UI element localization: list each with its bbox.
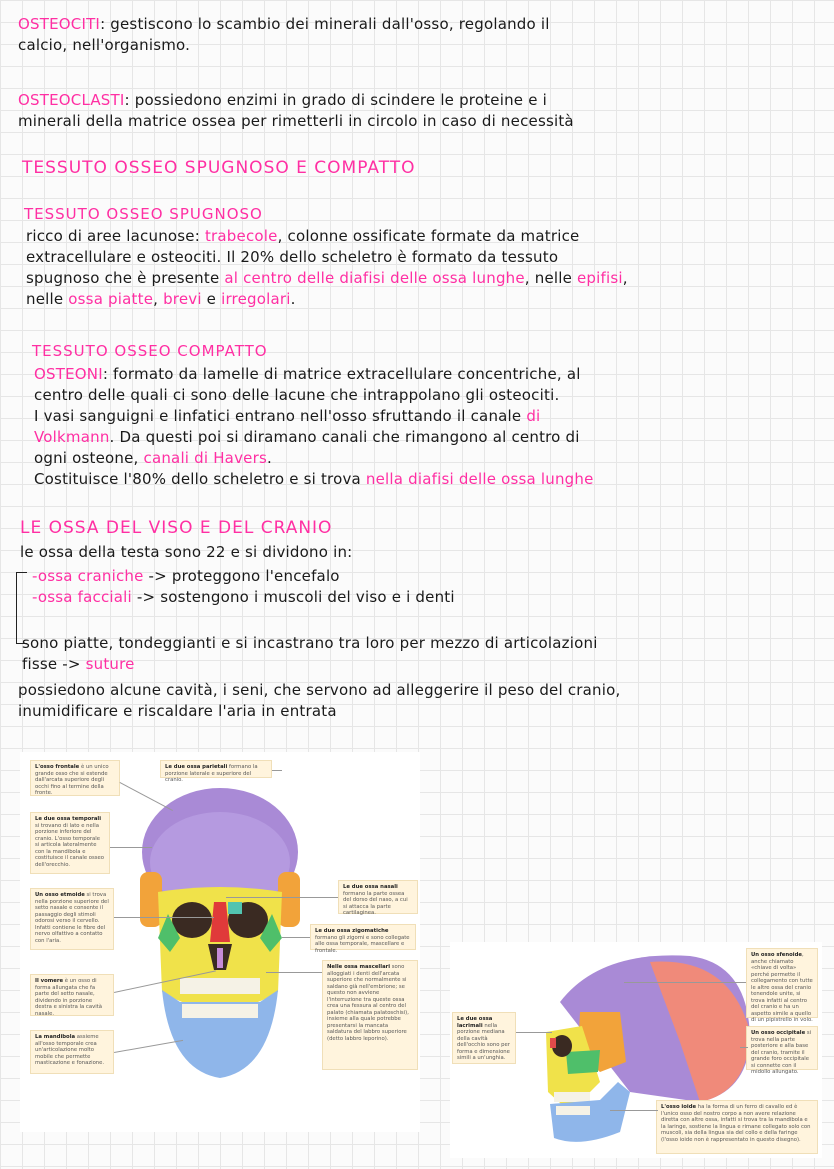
leader-line — [226, 897, 338, 898]
compatto-highlight: nella diafisi delle ossa lunghe — [365, 470, 594, 488]
leader-line — [610, 1110, 658, 1111]
spugnoso-text: e — [201, 290, 222, 308]
leader-line — [624, 982, 746, 983]
spugnoso-text: spugnoso che è presente — [26, 269, 225, 287]
label-mandibola: La mandibola assieme all'osso temporale crea un'articolazione molto mobile che permette masticazione e fonazione. — [30, 1030, 114, 1074]
label-temporali: Le due ossa temporali si trovano di lato e nella porzione inferiore del cranio. L'osso temporale si articola lateralmente con la mandibola e costituisce il canale osseo dell'orecchio. — [30, 812, 110, 874]
seni-text: inumidificare e riscaldare l'aria in entrata — [18, 702, 337, 720]
spugnoso-text: , — [153, 290, 164, 308]
label-nasali: Le due ossa nasali formano la parte ossea del dorso del naso, a cui si attacca la parte cartilaginea. — [338, 880, 418, 914]
compatto-text: I vasi sanguigni e linfatici entrano nell'osso sfruttando il canale — [34, 407, 527, 425]
label-mascellari: Nelle ossa mascellari sono alloggiati i denti dell'arcata superiore che normalmente si saldano già nell'embrione; se questo non avviene l'interruzione tra queste ossa crea una fessura al centro del palato (chiamata palatoschisi), insieme alla quale potrebbe presentarsi la mancata saldatura del labbro superiore (detto labbro leporino). — [322, 960, 418, 1070]
osteoclasti-text-2: minerali della matrice ossea per rimetterli in circolo in caso di necessità — [18, 112, 574, 130]
compatto-text: . Da questi poi si diramano canali che rimangono al centro di — [109, 428, 580, 446]
leader-line — [516, 1032, 552, 1033]
osteoni-term: OSTEONI — [34, 365, 103, 383]
ossa-facciali-text: -> sostengono i muscoli del viso e i denti — [131, 588, 455, 606]
compatto-highlight: di — [526, 407, 541, 425]
osteociti-text-1: : gestiscono lo scambio dei minerali dall'osso, regolando il — [100, 15, 550, 33]
osteociti-text-2: calcio, nell'organismo. — [18, 36, 191, 54]
label-sfenoide: Un osso sfenoide, anche chiamato «chiave di volta» perché permette il collegamento con tutte le altre ossa del cranio tenendole unite, si trova infatti al centro del cranio e ha un aspetto simile a quello di un pipistrello in volo. — [746, 948, 818, 1018]
label-zigomatiche: Le due ossa zigomatiche formano gli zigomi e sono collegate alle ossa temporale, mascellare e frontale. — [310, 924, 416, 950]
spugnoso-highlight: trabecole — [204, 227, 278, 245]
suture-highlight: suture — [85, 655, 135, 673]
osteociti-term: OSTEOCITI — [18, 15, 101, 33]
label-parietali: Le due ossa parietali formano la porzione laterale e superiore del cranio. — [160, 760, 272, 778]
spugnoso-highlight: epifisi — [577, 269, 623, 287]
spugnoso-paragraph — [26, 226, 826, 310]
osteoclasti-term: OSTEOCLASTI — [18, 91, 125, 109]
label-ioide: L'osso ioide ha la forma di un ferro di cavallo ed è l'unico osso del nostro corpo a non avere relazione diretta con altre ossa, infatti si trova tra la mandibola e la laringe, sostiene la lingua e rimane collegato solo con muscoli, sia della lingua sia del collo e della faringe (l'osso ioide non è rappresentato in questo disegno). — [656, 1100, 818, 1154]
spugnoso-text: ricco di aree lacunose: — [26, 227, 205, 245]
ossa-text: sono piatte, tondeggianti e si incastrano tra loro per mezzo di articolazioni — [22, 634, 598, 652]
spugnoso-highlight: ossa piatte — [68, 290, 154, 308]
spugnoso-highlight: irregolari — [221, 290, 291, 308]
osteoclasti-text-1: : possiedono enzimi in grado di scindere le proteine e i — [124, 91, 547, 109]
leader-line — [110, 847, 152, 848]
compatto-highlight: canali di Havers — [143, 449, 267, 467]
ossa-facciali-label: -ossa facciali — [32, 588, 132, 606]
spugnoso-text: , colonne ossificate formate da matrice — [277, 227, 580, 245]
spugnoso-text: extracellulare e osteociti. Il 20% dello scheletro è formato da tessuto — [26, 248, 559, 266]
spugnoso-text: , nelle — [524, 269, 577, 287]
leader-line — [114, 917, 214, 918]
label-etmoide: Un osso etmoide si trova nella porzione superiore del setto nasale e consente il passaggio degli stimoli odorosi verso il cervello. Infatti contiene le fibre del nervo olfattivo a contatto con l'aria. — [30, 888, 114, 950]
spugnoso-title: TESSUTO OSSEO SPUGNOSO — [24, 205, 263, 223]
osteoclasti-paragraph — [18, 90, 818, 132]
spugnoso-text: nelle — [26, 290, 69, 308]
label-lacrimali: Le due ossa lacrimali nella porzione mediana della cavità dell'occhio sono per forma e dimensione simili a un'unghia. — [452, 1012, 516, 1064]
leader-line — [740, 1047, 748, 1048]
section-title-ossa-viso-cranio: LE OSSA DEL VISO E DEL CRANIO — [20, 518, 333, 538]
side-skull-figure — [450, 942, 822, 1158]
ossa-paragraph — [22, 633, 822, 675]
seni-text: possiedono alcune cavità, i seni, che servono ad alleggerire il peso del cranio, — [18, 681, 621, 699]
compatto-text: centro delle quali ci sono delle lacune che intrappolano gli osteociti. — [34, 386, 560, 404]
compatto-text: ogni osteone, — [34, 449, 144, 467]
label-vomere: Il vomere è un osso di forma allungata che fa parte del setto nasale, dividendo in porzione destra e sinistra la cavità nasale. — [30, 974, 114, 1016]
compatto-title: TESSUTO OSSEO COMPATTO — [32, 342, 268, 360]
spugnoso-text: , — [622, 269, 628, 287]
leader-line — [282, 937, 310, 938]
ossa-craniche-label: -ossa craniche — [32, 567, 144, 585]
ossa-intro: le ossa della testa sono 22 e si dividono in: — [20, 543, 353, 561]
front-skull-figure — [20, 752, 420, 1132]
compatto-text: Costituisce l'80% dello scheletro e si trova — [34, 470, 366, 488]
spugnoso-highlight: al centro delle diafisi delle ossa lunghe — [224, 269, 525, 287]
ossa-craniche-text: -> proteggono l'encefalo — [143, 567, 340, 585]
section-title-spugnoso-compatto: TESSUTO OSSEO SPUGNOSO E COMPATTO — [22, 158, 416, 178]
osteociti-paragraph — [18, 14, 818, 56]
ossa-text: fisse -> — [22, 655, 86, 673]
compatto-text: : formato da lamelle di matrice extracellulare concentriche, al — [102, 365, 581, 383]
label-occipitale: Un osso occipitale si trova nella parte posteriore e alla base del cranio, tramite il grande foro occipitale si connette con il midollo allungato. — [746, 1026, 818, 1070]
ossa-list — [32, 566, 832, 608]
leader-line — [266, 972, 322, 973]
leader-line — [272, 770, 282, 771]
spugnoso-highlight: brevi — [163, 290, 202, 308]
seni-paragraph — [18, 680, 818, 722]
label-frontale: L'osso frontale è un unico grande osso che si estende dall'arcata superiore degli occhi fino al termine della fronte. — [30, 760, 120, 796]
compatto-paragraph — [34, 364, 834, 490]
compatto-text: . — [266, 449, 272, 467]
compatto-highlight: Volkmann — [34, 428, 110, 446]
spugnoso-text: . — [290, 290, 296, 308]
